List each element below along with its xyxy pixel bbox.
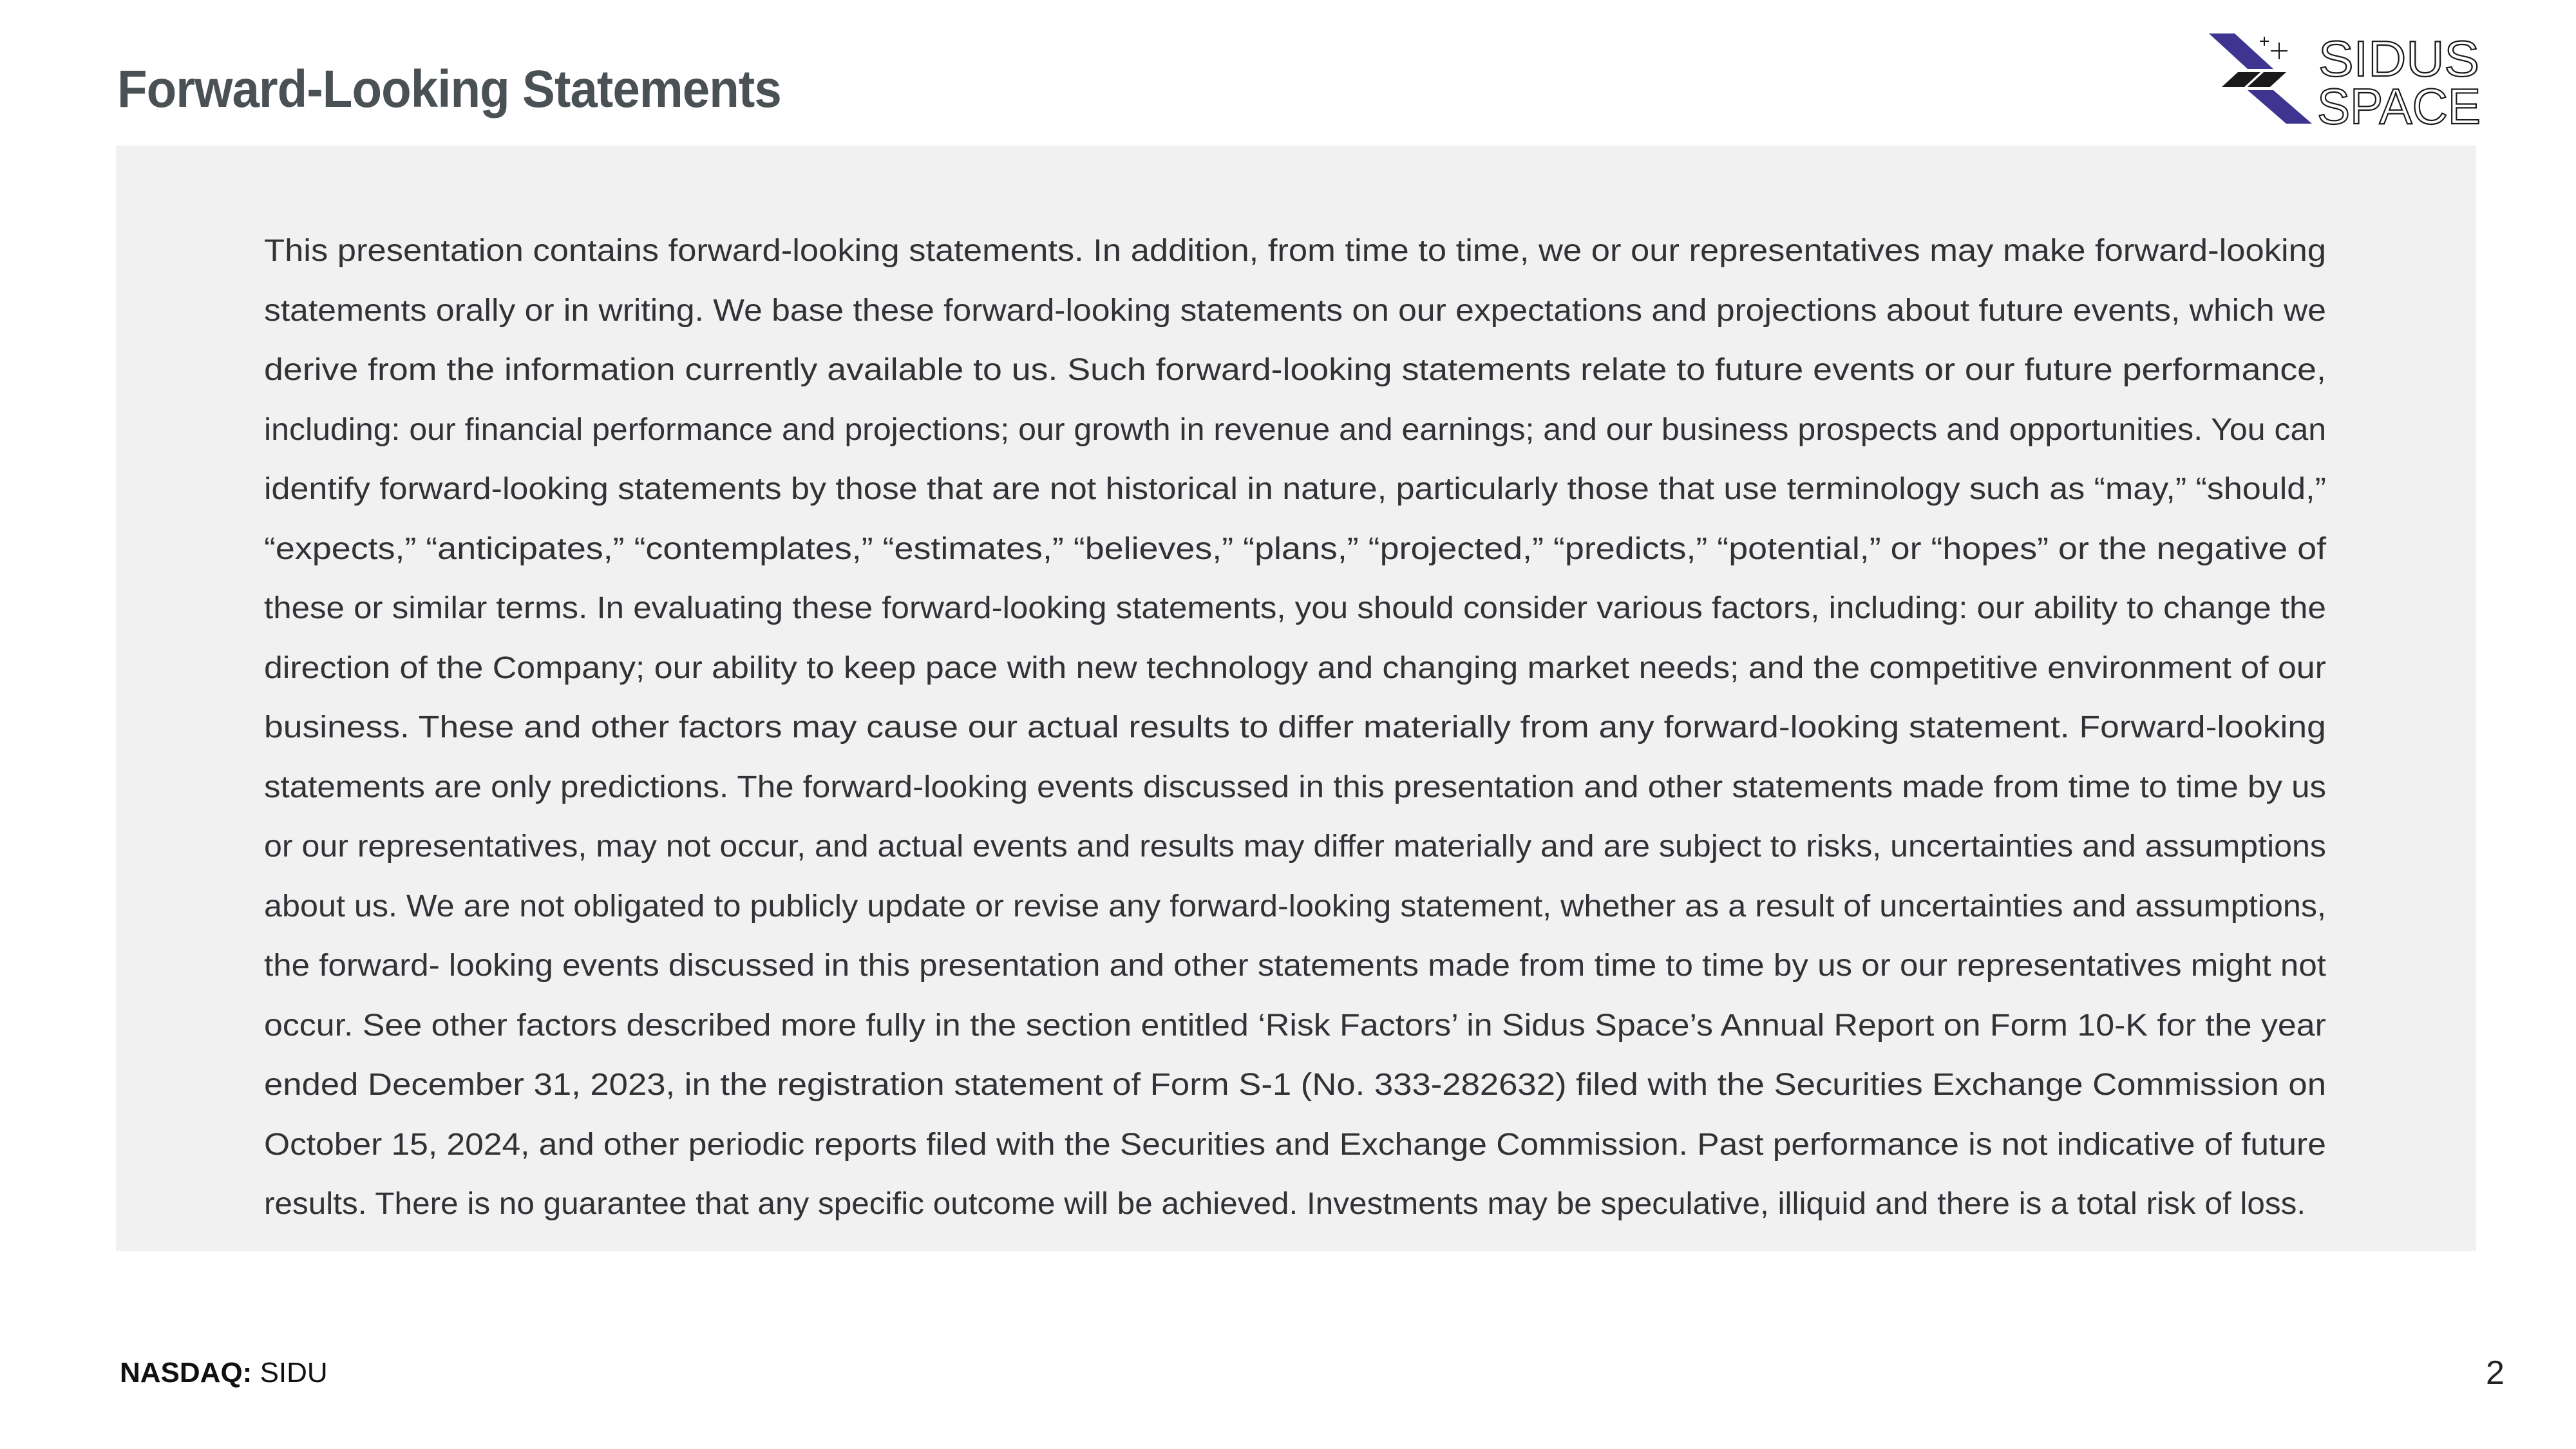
body-text-line-content: these or similar terms. In evaluating these forward-looking statements, you should consider various factors, including: our ability to change the xyxy=(264,591,2326,625)
body-text-line-content: occur. See other factors described more fully in the section entitled ‘Risk Factors’ in Sidus Space’s Annual Report on Form 10-K for the year xyxy=(264,1008,2326,1043)
disclaimer-body xyxy=(264,222,2326,1235)
body-text-line xyxy=(264,698,2326,758)
body-text-line-content: derive from the information currently available to us. Such forward-looking statements relate to future events or our future performance, xyxy=(264,353,2326,387)
body-text-line-content: including: our financial performance and projections; our growth in revenue and earnings; and our business prospects and opportunities. You can xyxy=(264,412,2327,447)
body-text-line-content: the forward- looking events discussed in this presentation and other statements made from time to time by us or our representatives might not xyxy=(264,949,2326,983)
body-text-line xyxy=(264,520,2326,580)
logo-text-space: SPACE xyxy=(2317,78,2481,133)
body-text-line xyxy=(264,1175,2326,1235)
body-text-line xyxy=(264,579,2326,639)
body-text-line xyxy=(264,401,2326,460)
body-text-line-content: statements orally or in writing. We base these forward-looking statements on our expectations and projections about future events, which we xyxy=(264,293,2327,328)
page-number: 2 xyxy=(2486,1354,2505,1392)
body-text-line-content: ended December 31, 2023, in the registration statement of Form S-1 (No. 333-282632) filed with the Securities Exchange Commission on xyxy=(264,1068,2326,1102)
body-text-line-content: business. These and other factors may cause our actual results to differ materially from any forward-looking statement. Forward-looking xyxy=(264,710,2326,744)
body-text-line-content: This presentation contains forward-looking statements. In addition, from time to time, we or our representatives may make forward-looking xyxy=(264,234,2327,268)
body-text-line xyxy=(264,222,2326,281)
body-text-line xyxy=(264,996,2326,1056)
body-text-line-content: about us. We are not obligated to publicly update or revise any forward-looking statement, whether as a result of uncertainties and assumptions, xyxy=(264,889,2326,923)
body-text-line xyxy=(264,281,2326,341)
sparkle-icon xyxy=(2260,37,2287,59)
ticker-symbol: SIDU xyxy=(260,1357,328,1388)
forward-looking-statements-panel xyxy=(116,146,2476,1251)
body-text-line-content: direction of the Company; our ability to keep pace with new technology and changing market needs; and the competitive environment of our xyxy=(264,650,2326,685)
body-text-line-content: or our representatives, may not occur, and actual events and results may differ materially and are subject to risks, uncertainties and assumptions xyxy=(264,829,2326,864)
body-text-line-content: statements are only predictions. The forward-looking events discussed in this presentation and other statements made from time to time by us xyxy=(264,770,2327,804)
body-text-line-content: identify forward-looking statements by those that are not historical in nature, particularly those that use terminology such as “may,” “should,” xyxy=(264,472,2326,506)
logo-lower-purple-stripe xyxy=(2248,90,2312,124)
body-text-line xyxy=(264,341,2326,401)
logo-text-sidus: SIDUS xyxy=(2318,33,2479,87)
footer-ticker xyxy=(120,1357,328,1389)
body-text-line xyxy=(264,1056,2326,1115)
body-text-line xyxy=(264,936,2326,996)
body-text-line xyxy=(264,1115,2326,1175)
body-text-line xyxy=(264,460,2326,520)
body-text-line-content: results. There is no guarantee that any specific outcome will be achieved. Investments may be speculative, illiquid and there is a total risk of loss. xyxy=(264,1187,2306,1221)
body-text-line-content: October 15, 2024, and other periodic reports filed with the Securities and Exchange Commission. Past performance is not indicative of future xyxy=(264,1127,2326,1162)
body-text-line xyxy=(264,817,2326,877)
body-text-line-content: “expects,” “anticipates,” “contemplates,” “estimates,” “believes,” “plans,” “projected,” “predicts,” “potential,” or “hopes” or the negative of xyxy=(264,531,2327,566)
body-text-line xyxy=(264,758,2326,818)
sidus-space-logo xyxy=(2209,33,2492,133)
body-text-line xyxy=(264,639,2326,699)
slide-title: Forward-Looking Statements xyxy=(117,60,781,118)
body-text-line xyxy=(264,877,2326,937)
exchange-label: NASDAQ: xyxy=(120,1357,252,1388)
